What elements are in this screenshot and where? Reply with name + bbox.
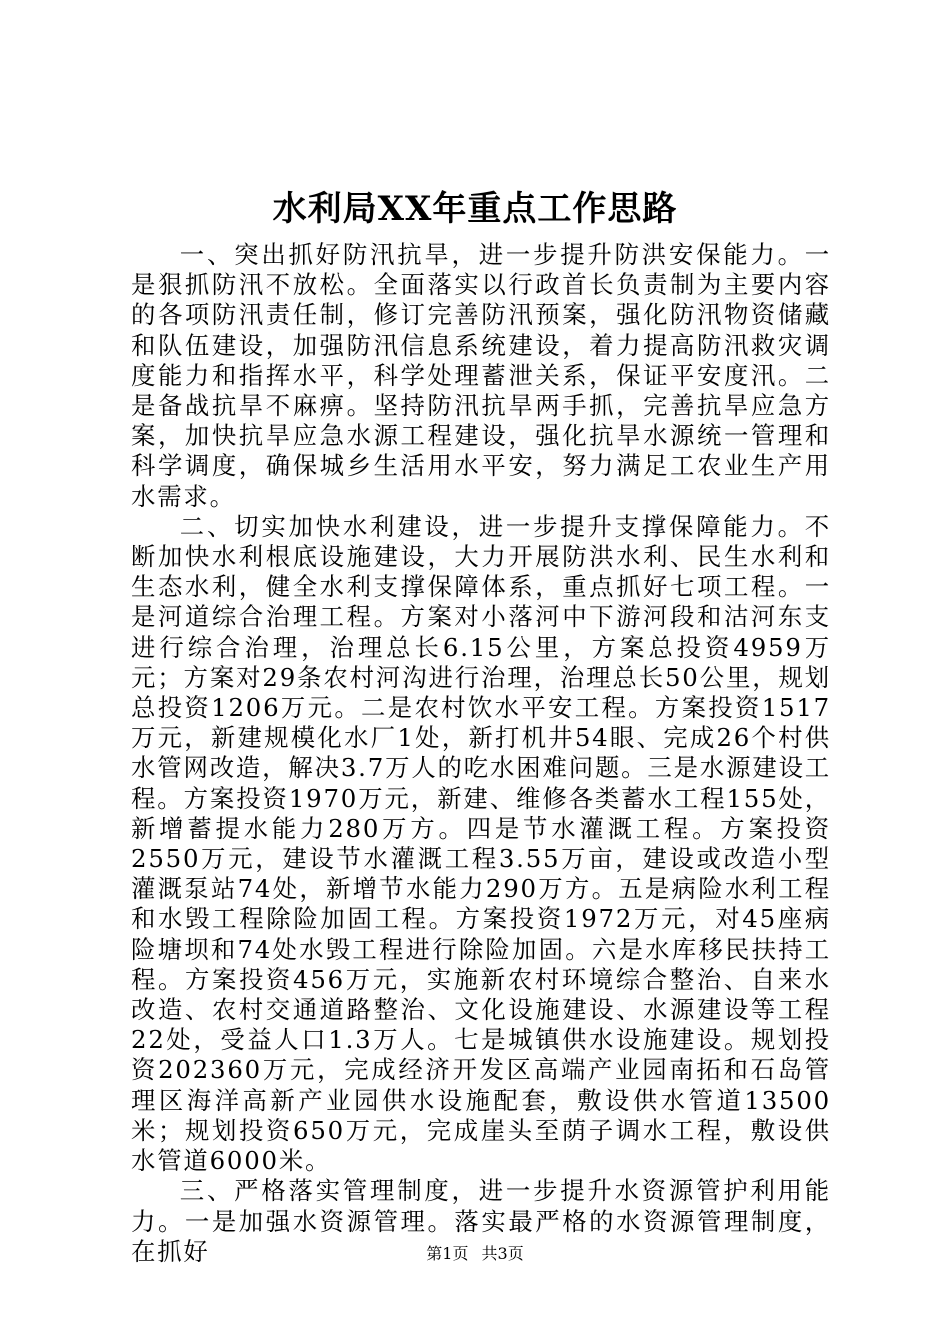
document-body	[131, 240, 831, 1267]
paragraph-management: 三、严格落实管理制度，进一步提升水资源管护利用能力。一是加强水资源管理。落实最严格的水资源管理制度，在抓好	[131, 1176, 831, 1266]
paragraph-flood-control: 一、突出抓好防汛抗旱，进一步提升防洪安保能力。一是狠抓防汛不放松。全面落实以行政首长负责制为主要内容的各项防汛责任制，修订完善防汛预案，强化防汛物资储藏和队伍建设，加强防汛信息系统建设，着力提高防汛救灾调度能力和指挥水平，科学处理蓄泄关系，保证平安度汛。二是备战抗旱不麻痹。坚持防汛抗旱两手抓，完善抗旱应急方案，加快抗旱应急水源工程建设，强化抗旱水源统一管理和科学调度，确保城乡生活用水平安，努力满足工农业生产用水需求。	[131, 240, 831, 511]
paragraph-water-construction: 二、切实加快水利建设，进一步提升支撑保障能力。不断加快水利根底设施建设，大力开展防洪水利、民生水利和生态水利，健全水利支撑保障体系，重点抓好七项工程。一是河道综合治理工程。方案对小落河中下游河段和沽河东支进行综合治理，治理总长6.15公里，方案总投资4959万元；方案对29条农村河沟进行治理，治理总长50公里，规划总投资1206万元。二是农村饮水平安工程。方案投资1517万元，新建规模化水厂1处，新打机井54眼、完成26个村供水管网改造，解决3.7万人的吃水困难问题。三是水源建设工程。方案投资1970万元，新建、维修各类蓄水工程155处，新增蓄提水能力280万方。四是节水灌溉工程。方案投资2550万元，建设节水灌溉工程3.55万亩，建设或改造小型灌溉泵站74处，新增节水能力290万方。五是病险水利工程和水毁工程除险加固工程。方案投资1972万元，对45座病险塘坝和74处水毁工程进行除险加固。六是水库移民扶持工程。方案投资456万元，实施新农村环境综合整治、自来水改造、农村交通道路整治、文化设施建设、水源建设等工程22处，受益人口1.3万人。七是城镇供水设施建设。规划投资202360万元，完成经济开发区高端产业园南拓和石岛管理区海洋高新产业园供水设施配套，敷设供水管道13500米；规划投资650万元，完成崖头至荫子调水工程，敷设供水管道6000米。	[131, 511, 831, 1176]
page-number: 第1页	[426, 1244, 469, 1263]
document-title: 水利局XX年重点工作思路	[272, 189, 678, 229]
page-total: 共3页	[481, 1244, 524, 1263]
page-footer	[0, 1242, 950, 1266]
